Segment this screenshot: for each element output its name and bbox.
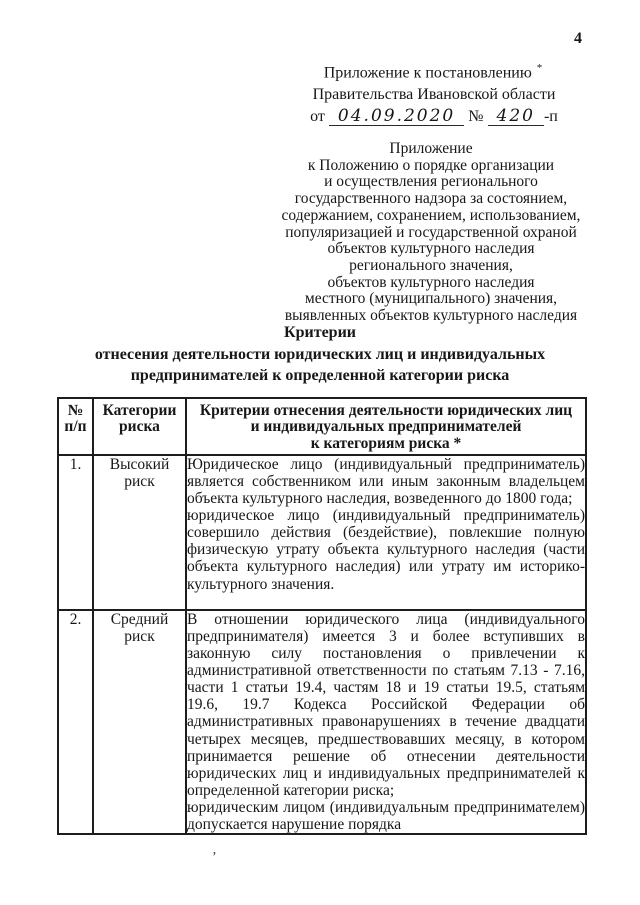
stamp-line-2: Правительства Ивановской области (312, 86, 556, 104)
header-num: № п/п (58, 398, 93, 455)
title-line: отнесения деятельности юридических лиц и индивидуальных (94, 345, 546, 363)
table-row (58, 610, 586, 834)
document-title (0, 322, 640, 387)
handwritten-date: 04.09.2020 (329, 107, 464, 126)
appendix-reference-block (258, 141, 604, 325)
appendix-line: к Положению о порядке организации (307, 156, 555, 174)
scan-speck-artifact: ’ (212, 850, 217, 865)
scan-artifact-mark: * (536, 62, 545, 74)
criteria-paragraph: юридическое лицо (индивидуальный предприниматель) совершило действия (бездействие), повлекшие полную физическую утрату объекта культурного наследия (части объекта культурного наследия) или утрату им историко-культурного значения. (187, 507, 585, 593)
appendix-line: и осуществления регионального (324, 173, 538, 191)
handwritten-number: 420 (488, 107, 544, 126)
appendix-line: содержанием, сохранением, использованием, (281, 206, 581, 224)
page-number: 4 (574, 30, 582, 47)
stamp-line-1: Приложение к постановлению * (323, 62, 545, 82)
appendix-line: регионального значения, (349, 256, 513, 274)
row-category: Средний риск (93, 610, 186, 834)
header-criteria: Критерии отнесения деятельности юридических лиц и индивидуальных предпринимателей к категориям риска * (186, 398, 586, 455)
number-sign: № (468, 108, 484, 126)
appendix-line: популяризацией и государственной охраной (285, 223, 577, 241)
header-category: Категории риска (93, 398, 186, 455)
row-criteria (186, 455, 586, 610)
table-header-row (58, 398, 586, 455)
row-number: 2. (58, 610, 93, 834)
table-row (58, 455, 586, 610)
approval-stamp-block (264, 57, 604, 128)
title-line: предпринимателей к определенной категории риска (130, 367, 510, 385)
appendix-line: выявленных объектов культурного наследия (284, 307, 578, 325)
date-prefix: от (310, 108, 325, 126)
title-line: Критерии (283, 324, 356, 341)
row-number: 1. (58, 455, 93, 610)
criteria-paragraph: В отношении юридического лица (индивидуального предпринимателя) имеется 3 и более вступивших в законную силу постановления о привлечении к административной ответственности по статьям 7.13 - 7.16, части 1 статьи 19.4, частям 18 и 19 статьи 19.5, статьям 19.6, 19.7 Кодекса Российской Федерации об административных правонарушениях в течение двадцати четырех месяцев, предшествовавших месяцу, в котором принимается решение об отнесении деятельности юридических лиц и индивидуальных предпринимателей к определенной категории риска; (187, 610, 585, 799)
appendix-line: государственного надзора за состоянием, (294, 190, 568, 208)
number-suffix: -п (543, 108, 558, 126)
row-criteria (186, 610, 586, 834)
stamp-date-line (264, 106, 604, 128)
row-category: Высокий риск (93, 455, 186, 610)
risk-criteria-table (57, 397, 587, 835)
criteria-paragraph: Юридическое лицо (индивидуальный предприниматель) является собственником или иным законным владельцем объекта культурного наследия, возведенного до 1800 года; (187, 455, 585, 508)
appendix-line: местного (муниципального) значения, (304, 290, 558, 308)
appendix-line: Приложение (389, 140, 473, 157)
appendix-line: объектов культурного наследия (327, 240, 535, 258)
criteria-paragraph: юридическим лицом (индивидуальным предпринимателем) допускается нарушение порядка (187, 798, 585, 834)
appendix-line: объектов культурного наследия (327, 273, 535, 291)
